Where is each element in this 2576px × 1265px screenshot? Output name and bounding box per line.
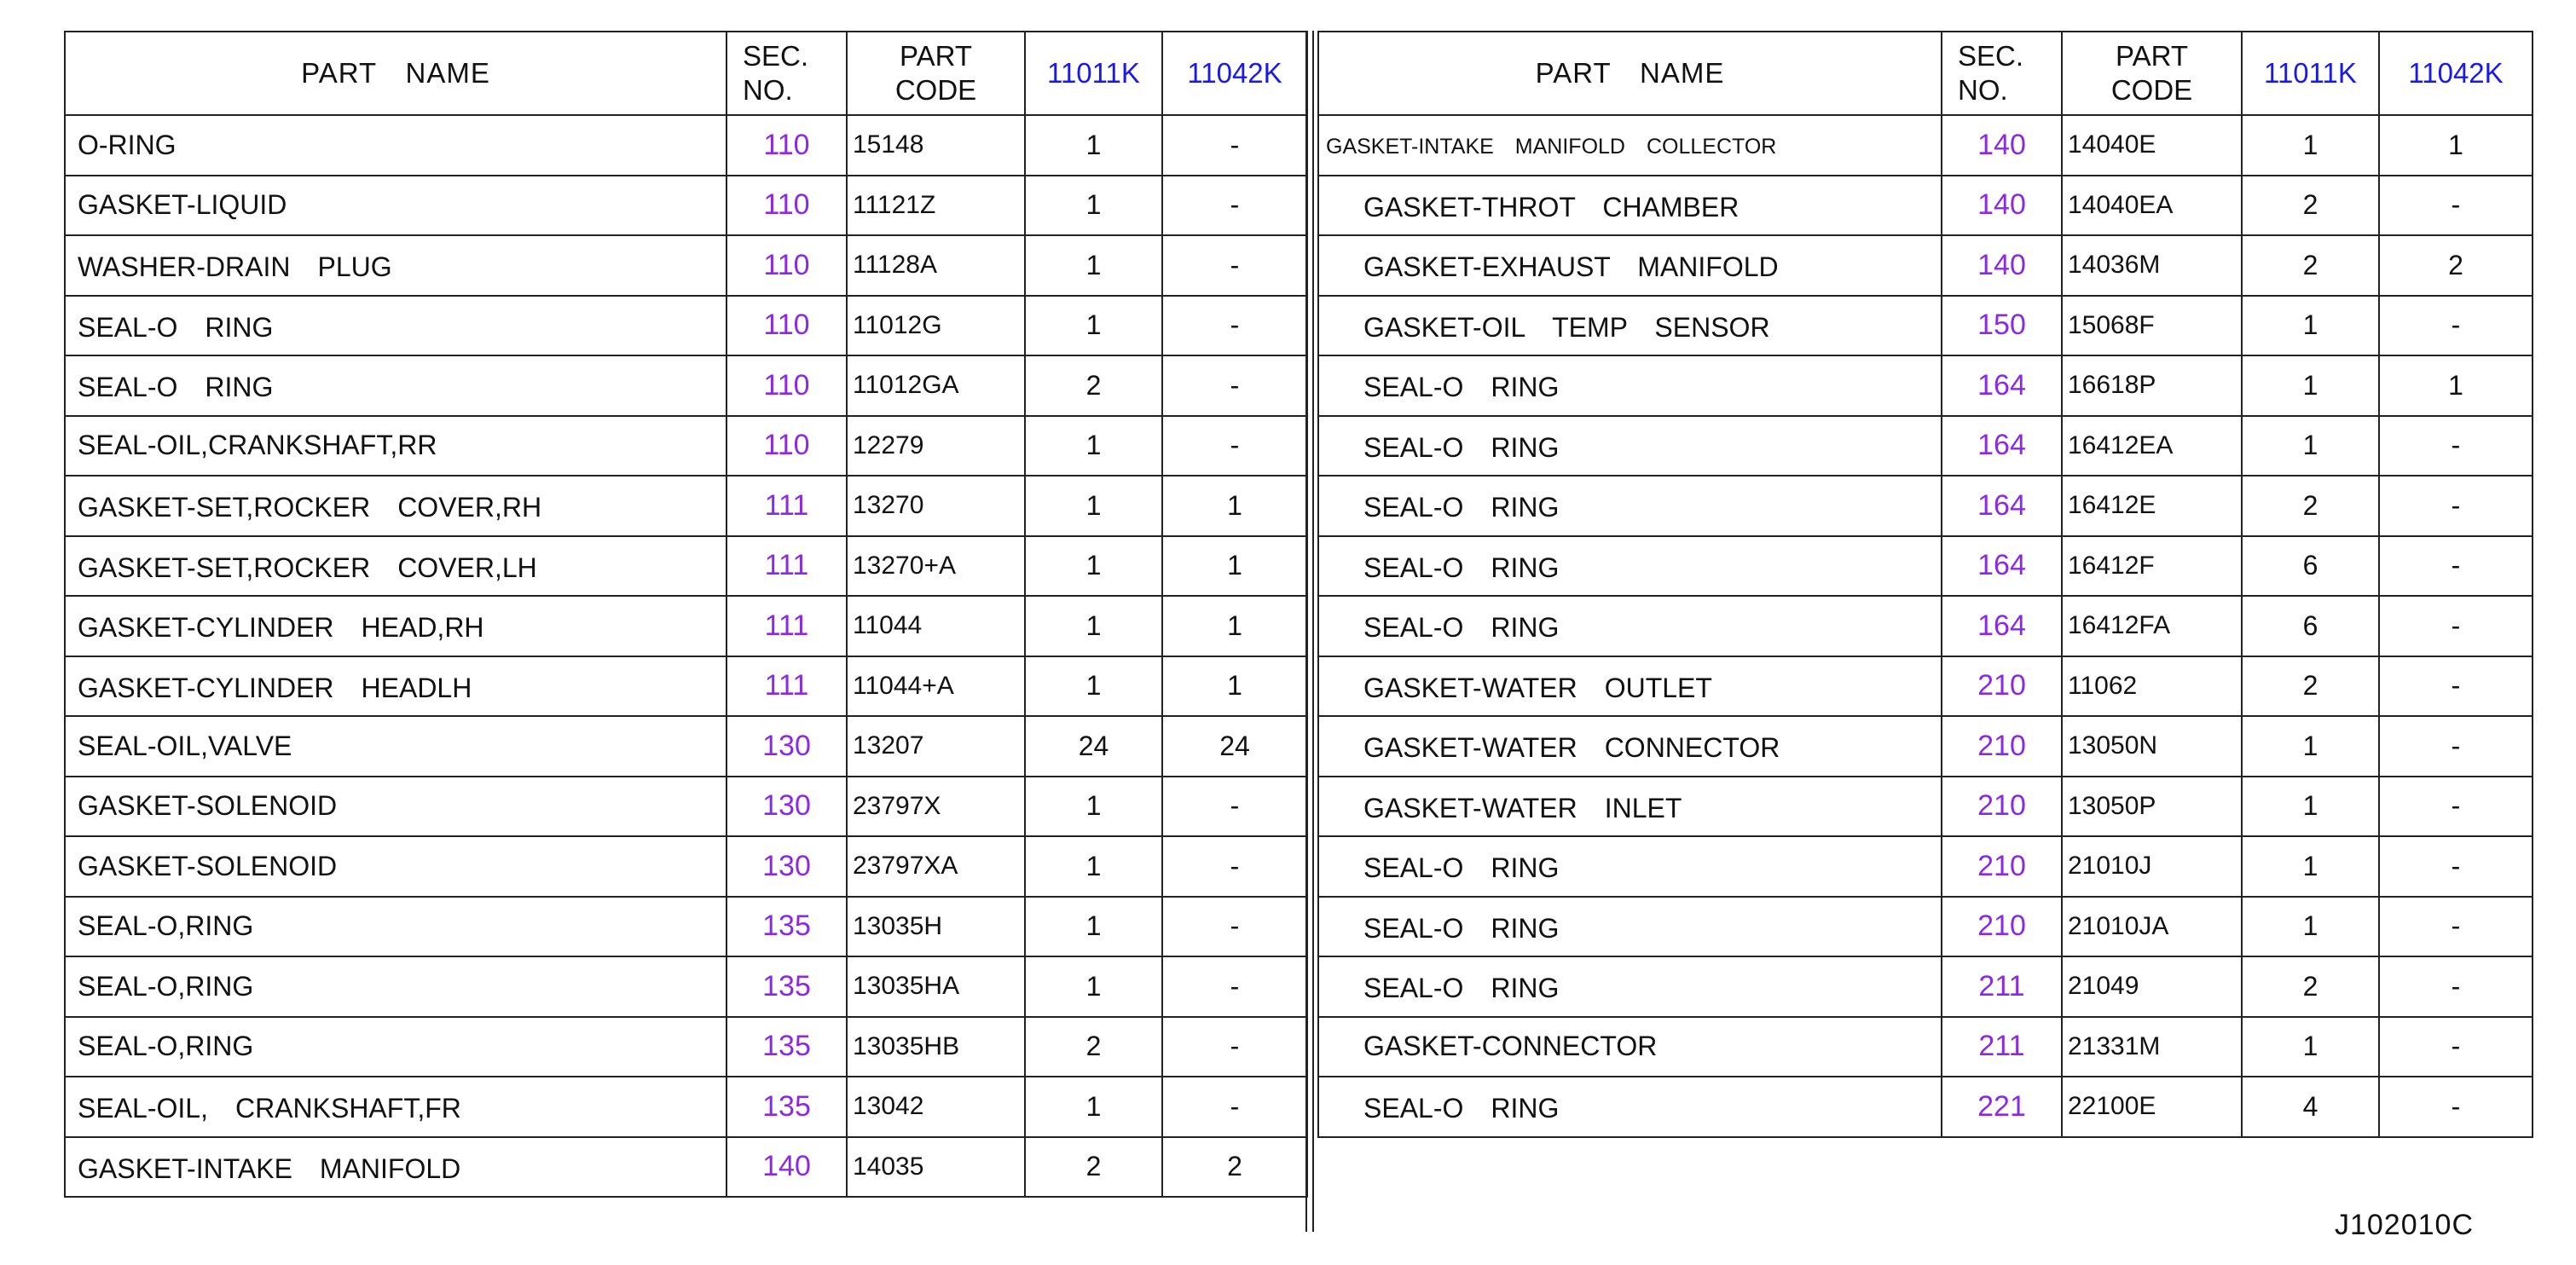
sec-no-cell: 110 — [726, 235, 847, 296]
table-row — [1318, 536, 2533, 597]
table-row — [1318, 596, 2533, 656]
table-row — [65, 1017, 1307, 1077]
part-name-cell: GASKET-INTAKE MANIFOLD — [65, 1137, 726, 1198]
sec-no-cell: 111 — [726, 476, 847, 536]
table-row — [1318, 956, 2533, 1017]
part-name-header: PART NAME — [65, 32, 726, 115]
qty-11011k-cell: 24 — [1025, 716, 1162, 777]
qty-11011k-cell: 1 — [1025, 536, 1162, 597]
qty-11042k-cell: - — [1162, 416, 1307, 477]
qty-11011k-cell: 1 — [2242, 416, 2379, 477]
part-code-header — [847, 32, 1025, 115]
part-code-cell: 13270+A — [847, 536, 1025, 597]
sec-no-cell: 135 — [726, 956, 847, 1017]
part-code-header-line2: CODE — [2110, 74, 2193, 106]
sec-no-cell: 210 — [1942, 777, 2062, 837]
qty-11042k-cell: - — [2379, 596, 2533, 656]
part-name-cell: SEAL-O RING — [1318, 836, 1942, 897]
model-11042k-header: 11042K — [1162, 32, 1307, 115]
sec-no-header — [1942, 32, 2062, 115]
part-code-cell: 13207 — [847, 716, 1025, 777]
part-name-cell: SEAL-OIL, CRANKSHAFT,FR — [65, 1077, 726, 1137]
qty-11011k-cell: 2 — [2242, 176, 2379, 236]
qty-11011k-cell: 6 — [2242, 536, 2379, 597]
part-code-cell: 16412EA — [2062, 416, 2242, 477]
part-name-cell: SEAL-O RING — [1318, 897, 1942, 957]
part-code-cell: 16412F — [2062, 536, 2242, 597]
qty-11042k-cell: 24 — [1162, 716, 1307, 777]
qty-11042k-cell: - — [1162, 355, 1307, 416]
part-name-cell: SEAL-O,RING — [65, 1017, 726, 1077]
part-code-cell: 11044 — [847, 596, 1025, 656]
qty-11011k-cell: 2 — [1025, 1017, 1162, 1077]
qty-11011k-cell: 2 — [2242, 235, 2379, 296]
qty-11042k-cell: - — [2379, 1077, 2533, 1137]
part-name-cell: GASKET-EXHAUST MANIFOLD — [1318, 235, 1942, 296]
part-code-cell: 11128A — [847, 235, 1025, 296]
table-row — [65, 416, 1307, 477]
sec-no-cell: 164 — [1942, 416, 2062, 477]
sec-no-header-line2: NO. — [743, 74, 793, 106]
qty-11042k-cell: 2 — [2379, 235, 2533, 296]
table-row — [1318, 176, 2533, 236]
part-code-cell: 16412E — [2062, 476, 2242, 536]
qty-11011k-cell: 1 — [1025, 656, 1162, 717]
qty-11042k-cell: - — [2379, 176, 2533, 236]
parts-table-right — [1317, 31, 2533, 1138]
qty-11042k-cell: - — [2379, 897, 2533, 957]
qty-11042k-cell: - — [2379, 656, 2533, 717]
part-name-header: PART NAME — [1318, 32, 1942, 115]
part-code-header — [2062, 32, 2242, 115]
sec-no-cell: 211 — [1942, 1017, 2062, 1077]
part-code-cell: 14035 — [847, 1137, 1025, 1198]
sec-no-cell: 110 — [726, 355, 847, 416]
table-row — [65, 235, 1307, 296]
part-name-cell: GASKET-SET,ROCKER COVER,RH — [65, 476, 726, 536]
table-row — [65, 115, 1307, 176]
qty-11042k-cell: - — [1162, 897, 1307, 957]
part-code-cell: 23797XA — [847, 836, 1025, 897]
part-code-cell: 12279 — [847, 416, 1025, 477]
qty-11011k-cell: 1 — [2242, 897, 2379, 957]
qty-11042k-cell: - — [1162, 956, 1307, 1017]
sec-no-cell: 150 — [1942, 296, 2062, 356]
part-name-cell: SEAL-O RING — [1318, 416, 1942, 477]
sec-no-cell: 140 — [1942, 115, 2062, 176]
table-header-row — [65, 32, 1307, 115]
qty-11042k-cell: - — [2379, 956, 2533, 1017]
qty-11011k-cell: 2 — [2242, 476, 2379, 536]
sec-no-cell: 211 — [1942, 956, 2062, 1017]
part-code-cell: 16412FA — [2062, 596, 2242, 656]
qty-11011k-cell: 1 — [1025, 956, 1162, 1017]
qty-11011k-cell: 6 — [2242, 596, 2379, 656]
qty-11042k-cell: 1 — [1162, 476, 1307, 536]
table-row — [1318, 235, 2533, 296]
model-11042k-header: 11042K — [2379, 32, 2533, 115]
part-name-cell: GASKET-SET,ROCKER COVER,LH — [65, 536, 726, 597]
table-row — [1318, 1077, 2533, 1137]
table-row — [1318, 115, 2533, 176]
part-code-cell: 13035H — [847, 897, 1025, 957]
qty-11011k-cell: 1 — [2242, 296, 2379, 356]
sec-no-cell: 210 — [1942, 716, 2062, 777]
part-name-cell: GASKET-INTAKE MANIFOLD COLLECTOR — [1318, 115, 1942, 176]
part-name-cell: SEAL-OIL,CRANKSHAFT,RR — [65, 416, 726, 477]
qty-11042k-cell: 1 — [1162, 596, 1307, 656]
part-name-cell: WASHER-DRAIN PLUG — [65, 235, 726, 296]
part-name-cell: GASKET-CONNECTOR — [1318, 1017, 1942, 1077]
part-name-cell: SEAL-OIL,VALVE — [65, 716, 726, 777]
qty-11042k-cell: - — [1162, 836, 1307, 897]
qty-11042k-cell: - — [2379, 296, 2533, 356]
part-code-cell: 21049 — [2062, 956, 2242, 1017]
sec-no-cell: 140 — [726, 1137, 847, 1198]
part-name-cell: SEAL-O RING — [1318, 596, 1942, 656]
sec-no-cell: 110 — [726, 416, 847, 477]
part-code-cell: 21010JA — [2062, 897, 2242, 957]
sec-no-cell: 135 — [726, 1017, 847, 1077]
sec-no-header-line1: SEC. — [743, 39, 809, 72]
sec-no-header — [726, 32, 847, 115]
qty-11011k-cell: 1 — [1025, 296, 1162, 356]
table-row — [1318, 476, 2533, 536]
part-name-cell: SEAL-O,RING — [65, 956, 726, 1017]
part-code-cell: 14040EA — [2062, 176, 2242, 236]
part-code-cell: 15148 — [847, 115, 1025, 176]
sec-no-cell: 111 — [726, 536, 847, 597]
table-row — [65, 716, 1307, 777]
part-name-cell: GASKET-CYLINDER HEADLH — [65, 656, 726, 717]
table-row — [65, 1077, 1307, 1137]
qty-11042k-cell: 1 — [1162, 536, 1307, 597]
table-row — [1318, 296, 2533, 356]
qty-11042k-cell: - — [2379, 836, 2533, 897]
qty-11011k-cell: 1 — [1025, 777, 1162, 837]
sec-no-cell: 210 — [1942, 836, 2062, 897]
part-name-cell: GASKET-WATER INLET — [1318, 777, 1942, 837]
qty-11011k-cell: 2 — [1025, 355, 1162, 416]
qty-11042k-cell: - — [2379, 716, 2533, 777]
part-code-cell: 21010J — [2062, 836, 2242, 897]
sec-no-cell: 130 — [726, 716, 847, 777]
part-name-cell: GASKET-THROT CHAMBER — [1318, 176, 1942, 236]
table-row — [1318, 836, 2533, 897]
qty-11011k-cell: 1 — [2242, 836, 2379, 897]
drawing-code-label: J102010C — [2334, 1209, 2474, 1241]
part-name-cell: GASKET-OIL TEMP SENSOR — [1318, 296, 1942, 356]
part-name-cell: SEAL-O RING — [65, 355, 726, 416]
qty-11011k-cell: 1 — [1025, 596, 1162, 656]
sec-no-cell: 130 — [726, 777, 847, 837]
table-row — [65, 777, 1307, 837]
table-row — [65, 836, 1307, 897]
table-row — [65, 536, 1307, 597]
table-header-row — [1318, 32, 2533, 115]
qty-11011k-cell: 1 — [2242, 115, 2379, 176]
part-name-cell: SEAL-O RING — [1318, 1077, 1942, 1137]
sec-no-header-line2: NO. — [1958, 74, 2008, 106]
part-code-cell: 15068F — [2062, 296, 2242, 356]
table-row — [1318, 416, 2533, 477]
sec-no-cell: 135 — [726, 897, 847, 957]
qty-11011k-cell: 1 — [1025, 476, 1162, 536]
table-row — [1318, 355, 2533, 416]
qty-11011k-cell: 2 — [1025, 1137, 1162, 1198]
table-row — [1318, 897, 2533, 957]
part-name-cell: GASKET-WATER OUTLET — [1318, 656, 1942, 717]
part-name-cell: GASKET-SOLENOID — [65, 777, 726, 837]
table-row — [1318, 656, 2533, 717]
qty-11042k-cell: - — [2379, 536, 2533, 597]
parts-table-left — [64, 31, 1308, 1198]
sec-no-cell: 221 — [1942, 1077, 2062, 1137]
sec-no-cell: 164 — [1942, 536, 2062, 597]
part-name-cell: SEAL-O RING — [1318, 476, 1942, 536]
table-row — [65, 355, 1307, 416]
qty-11011k-cell: 2 — [2242, 956, 2379, 1017]
sec-no-cell: 130 — [726, 836, 847, 897]
part-code-cell: 23797X — [847, 777, 1025, 837]
part-code-cell: 22100E — [2062, 1077, 2242, 1137]
part-code-header-line1: PART — [2116, 39, 2188, 72]
qty-11011k-cell: 1 — [1025, 176, 1162, 236]
sec-no-header-line1: SEC. — [1958, 39, 2024, 72]
sec-no-cell: 210 — [1942, 897, 2062, 957]
part-code-cell: 13042 — [847, 1077, 1025, 1137]
table-row — [1318, 777, 2533, 837]
table-row — [65, 176, 1307, 236]
part-code-cell: 13035HA — [847, 956, 1025, 1017]
qty-11011k-cell: 2 — [2242, 656, 2379, 717]
qty-11042k-cell: - — [1162, 115, 1307, 176]
sec-no-cell: 110 — [726, 115, 847, 176]
model-11011k-header: 11011K — [2242, 32, 2379, 115]
qty-11042k-cell: - — [1162, 235, 1307, 296]
qty-11011k-cell: 1 — [2242, 777, 2379, 837]
table-row — [65, 956, 1307, 1017]
part-code-cell: 21331M — [2062, 1017, 2242, 1077]
sec-no-cell: 140 — [1942, 235, 2062, 296]
part-name-cell: GASKET-SOLENOID — [65, 836, 726, 897]
sec-no-cell: 110 — [726, 176, 847, 236]
part-code-cell: 13035HB — [847, 1017, 1025, 1077]
left-table-body — [65, 115, 1307, 1197]
sec-no-cell: 110 — [726, 296, 847, 356]
qty-11042k-cell: - — [1162, 777, 1307, 837]
part-name-cell: SEAL-O RING — [1318, 355, 1942, 416]
part-code-cell: 11062 — [2062, 656, 2242, 717]
qty-11011k-cell: 1 — [2242, 716, 2379, 777]
qty-11011k-cell: 1 — [2242, 355, 2379, 416]
part-code-header-line2: CODE — [894, 74, 977, 106]
qty-11042k-cell: - — [1162, 1077, 1307, 1137]
sec-no-cell: 164 — [1942, 476, 2062, 536]
part-name-cell: SEAL-O RING — [65, 296, 726, 356]
qty-11011k-cell: 1 — [1025, 115, 1162, 176]
part-code-header-line1: PART — [900, 39, 972, 72]
double-rule-separator — [1305, 31, 1314, 1232]
table-row — [65, 476, 1307, 536]
part-code-cell: 13270 — [847, 476, 1025, 536]
part-name-cell: SEAL-O RING — [1318, 536, 1942, 597]
sec-no-cell: 164 — [1942, 355, 2062, 416]
part-code-cell: 16618P — [2062, 355, 2242, 416]
qty-11011k-cell: 1 — [1025, 836, 1162, 897]
table-row — [65, 1137, 1307, 1198]
part-name-cell: SEAL-O RING — [1318, 956, 1942, 1017]
sec-no-cell: 111 — [726, 596, 847, 656]
qty-11011k-cell: 1 — [1025, 416, 1162, 477]
qty-11042k-cell: - — [1162, 176, 1307, 236]
part-code-cell: 11044+A — [847, 656, 1025, 717]
qty-11042k-cell: - — [2379, 777, 2533, 837]
part-code-cell: 14036M — [2062, 235, 2242, 296]
model-11011k-header: 11011K — [1025, 32, 1162, 115]
table-row — [65, 656, 1307, 717]
qty-11011k-cell: 1 — [1025, 897, 1162, 957]
sec-no-cell: 164 — [1942, 596, 2062, 656]
part-code-cell: 13050P — [2062, 777, 2242, 837]
qty-11042k-cell: 2 — [1162, 1137, 1307, 1198]
qty-11042k-cell: 1 — [1162, 656, 1307, 717]
table-row — [65, 296, 1307, 356]
qty-11042k-cell: - — [2379, 476, 2533, 536]
part-name-cell: GASKET-WATER CONNECTOR — [1318, 716, 1942, 777]
right-table-body — [1318, 115, 2533, 1137]
qty-11042k-cell: 1 — [2379, 115, 2533, 176]
qty-11042k-cell: - — [1162, 296, 1307, 356]
sec-no-cell: 210 — [1942, 656, 2062, 717]
sec-no-cell: 135 — [726, 1077, 847, 1137]
sec-no-cell: 140 — [1942, 176, 2062, 236]
qty-11042k-cell: 1 — [2379, 355, 2533, 416]
table-row — [1318, 1017, 2533, 1077]
sec-no-cell: 111 — [726, 656, 847, 717]
qty-11011k-cell: 1 — [1025, 235, 1162, 296]
table-row — [65, 596, 1307, 656]
qty-11042k-cell: - — [1162, 1017, 1307, 1077]
qty-11042k-cell: - — [2379, 416, 2533, 477]
part-code-cell: 13050N — [2062, 716, 2242, 777]
part-name-cell: GASKET-CYLINDER HEAD,RH — [65, 596, 726, 656]
part-name-cell: O-RING — [65, 115, 726, 176]
table-row — [65, 897, 1307, 957]
part-name-cell: GASKET-LIQUID — [65, 176, 726, 236]
part-code-cell: 14040E — [2062, 115, 2242, 176]
part-name-cell: SEAL-O,RING — [65, 897, 726, 957]
part-code-cell: 11012G — [847, 296, 1025, 356]
qty-11011k-cell: 1 — [1025, 1077, 1162, 1137]
qty-11042k-cell: - — [2379, 1017, 2533, 1077]
part-code-cell: 11012GA — [847, 355, 1025, 416]
part-code-cell: 11121Z — [847, 176, 1025, 236]
table-row — [1318, 716, 2533, 777]
qty-11011k-cell: 4 — [2242, 1077, 2379, 1137]
qty-11011k-cell: 1 — [2242, 1017, 2379, 1077]
